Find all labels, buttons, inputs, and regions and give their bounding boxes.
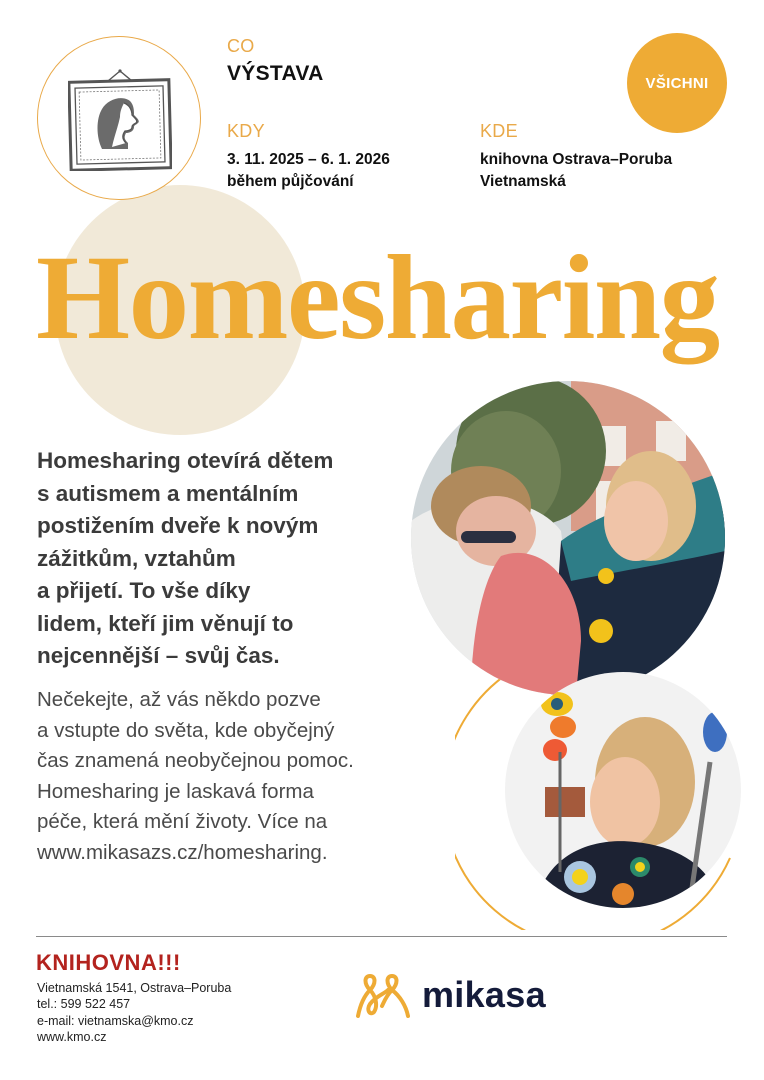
what-label: CO: [227, 36, 255, 56]
body-line: Nečekejte, až vás někdo pozve: [37, 688, 321, 711]
photo-woman-and-girl: [411, 381, 725, 695]
where-label: KDE: [480, 121, 518, 141]
body-line: péče, která mění životy. Více na: [37, 810, 328, 833]
lead-line: Homesharing otevírá dětem: [37, 448, 334, 473]
lead-line: zážitkům, vztahům: [37, 545, 236, 571]
body-line: Homesharing je laskavá forma: [37, 779, 314, 803]
mikasa-wordmark: mikasa: [422, 974, 546, 1015]
when-dates: 3. 11. 2025 – 6. 1. 2026: [227, 151, 390, 168]
lead-line: a přijetí. To vše díky: [37, 578, 251, 603]
mikasa-figures-icon: [356, 972, 414, 1018]
audience-badge: [627, 33, 727, 133]
footer-divider: [36, 936, 727, 937]
mikasa-logo: [356, 972, 546, 1018]
exhibition-icon-badge: [37, 36, 201, 200]
lead-line: nejcennější – svůj čas.: [37, 643, 280, 668]
where-line-2: Vietnamská: [480, 173, 566, 190]
photo-girl-playing: [505, 672, 741, 908]
when-label: KDY: [227, 121, 265, 141]
library-website[interactable]: www.kmo.cz: [37, 1029, 107, 1044]
library-contact: [37, 980, 231, 1045]
where-line-1: knihovna Ostrava–Poruba: [480, 151, 673, 168]
library-phone[interactable]: tel.: 599 522 457: [37, 997, 131, 1012]
library-email[interactable]: e-mail: vietnamska@kmo.cz: [37, 1013, 194, 1028]
what-value: VÝSTAVA: [227, 62, 324, 85]
lead-line: postižením dveře k novým: [37, 513, 319, 538]
framed-portrait-icon: [68, 67, 172, 171]
lead-paragraph: [37, 445, 417, 673]
lead-line: lidem, kteří jim věnují to: [37, 610, 294, 636]
body-line[interactable]: www.mikasazs.cz/homesharing.: [37, 840, 328, 864]
body-line: a vstupte do světa, kde obyčejný: [37, 718, 335, 742]
library-address: Vietnamská 1541, Ostrava–Poruba: [37, 981, 232, 995]
when-note: během půjčování: [227, 173, 354, 190]
body-line: čas znamená neobyčejnou pomoc.: [37, 749, 354, 772]
audience-badge-label: VŠICHNI: [645, 74, 709, 92]
library-logo: KNIHOVNA!!!: [36, 950, 181, 975]
page-title: Homesharing: [36, 231, 719, 365]
lead-line: s autismem a mentálním: [37, 480, 299, 506]
body-paragraph: [37, 685, 457, 868]
